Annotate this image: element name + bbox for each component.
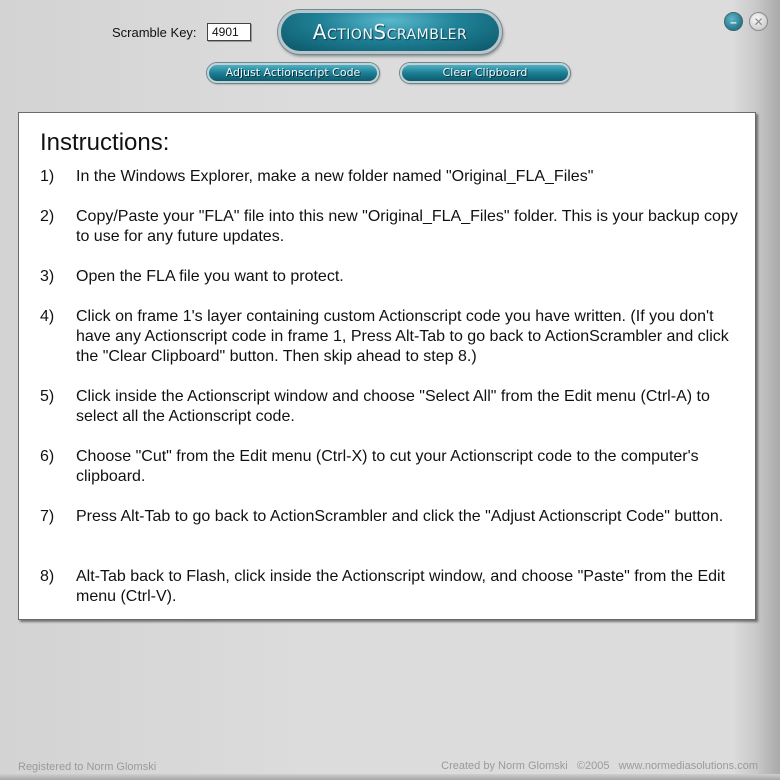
step-text: In the Windows Explorer, make a new folder named "Original_FLA_Files" xyxy=(76,168,594,185)
step-number: 4) xyxy=(40,308,55,325)
registration-text: Registered to Norm Glomski xyxy=(18,761,157,773)
minimize-button[interactable] xyxy=(724,12,743,31)
step-text: Click on frame 1's layer containing custom Actionscript code you have written. (If you don't have any Actionscript code in frame 1, Press Alt-Tab to go back to ActionScrambler and click the "Clear Clipboard" button. Then skip ahead to step 8.) xyxy=(76,308,729,365)
instructions-title: Instructions: xyxy=(40,129,170,156)
step-text: Open the FLA file you want to protect. xyxy=(76,268,344,285)
adjust-actionscript-code-button[interactable]: Adjust Actionscript Code xyxy=(207,63,379,83)
clear-clipboard-button[interactable]: Clear Clipboard xyxy=(400,63,570,83)
step-number: 6) xyxy=(40,448,55,465)
step-number: 2) xyxy=(40,208,55,225)
step-number: 5) xyxy=(40,388,55,405)
scramble-key-label: Scramble Key: xyxy=(112,25,197,40)
step-number: 8) xyxy=(40,568,55,585)
step-number: 3) xyxy=(40,268,55,285)
scramble-key-input[interactable] xyxy=(207,23,251,41)
logo-text: ActionScrambler xyxy=(312,20,468,44)
step-text: Copy/Paste your "FLA" file into this new "Original_FLA_Files" folder. This is your backup copy to use for any future updates. xyxy=(76,208,738,245)
credits-text: Created by Norm Glomski ©2005 www.normediasolutions.com xyxy=(441,760,758,772)
step-number: 1) xyxy=(40,168,55,185)
step-text: Alt-Tab back to Flash, click inside the Actionscript window, and choose "Paste" from the Edit menu (Ctrl-V). xyxy=(76,568,726,605)
step-text: Choose "Cut" from the Edit menu (Ctrl-X) to cut your Actionscript code to the computer's clipboard. xyxy=(76,448,699,485)
step-number: 7) xyxy=(40,508,55,525)
step-text: Click inside the Actionscript window and choose "Select All" from the Edit menu (Ctrl-A) to select all the Actionscript code. xyxy=(76,388,710,425)
minimize-icon: – xyxy=(730,14,737,29)
close-button[interactable] xyxy=(749,12,768,31)
step-text: Press Alt-Tab to go back to ActionScrambler and click the "Adjust Actionscript Code" button. xyxy=(76,508,724,525)
instructions-panel xyxy=(18,112,756,620)
actionscrambler-logo xyxy=(278,10,502,54)
close-icon: ✕ xyxy=(753,14,764,29)
